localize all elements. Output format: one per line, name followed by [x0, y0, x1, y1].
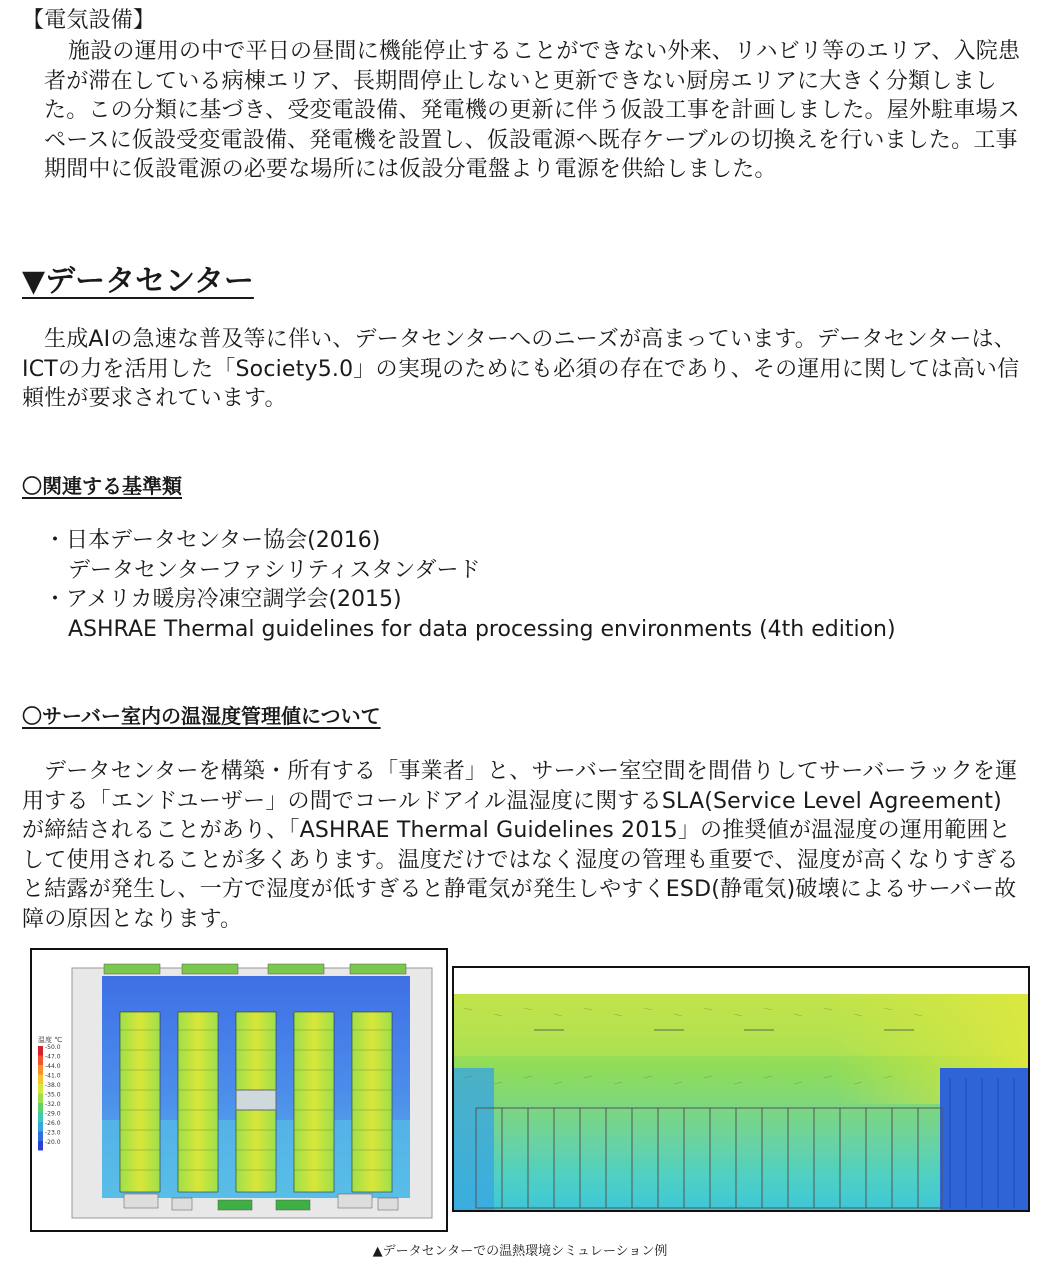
plan-view-graphic: [32, 950, 446, 1230]
legend-value: -20.0: [45, 1139, 61, 1146]
datacenter-intro: 生成AIの急速な普及等に伴い、データセンターへのニーズが高まっています。データセンターは、ICTの力を活用した「Society5.0」の実現のためにも必須の存在であり、その運用に関しては高い信頼性が要求されています。: [22, 327, 1020, 411]
legend-title: 温度 ℃: [38, 1036, 63, 1044]
legend-swatch: [38, 1103, 43, 1113]
legend-swatch: [38, 1056, 43, 1066]
standard-item-detail: データセンターファシリティスタンダード: [68, 557, 481, 583]
legend-swatch: [38, 1122, 43, 1132]
standard-item-detail: ASHRAE Thermal guidelines for data processing environments (4th edition): [68, 616, 896, 642]
legend-value: -44.0: [45, 1063, 61, 1070]
legend-value: -23.0: [45, 1129, 61, 1137]
legend-swatch: [38, 1084, 43, 1094]
legend-swatch: [38, 1113, 43, 1123]
simulation-section-view: [452, 966, 1030, 1212]
standard-item: ・日本データセンター協会(2016): [44, 528, 381, 553]
standards-list: [44, 526, 896, 644]
legend-value: -26.0: [45, 1120, 61, 1127]
electrical-heading: 【電気設備】: [22, 8, 156, 33]
legend-swatch: [38, 1046, 43, 1056]
standard-item: ・アメリカ暖房冷凍空調学会(2015): [44, 587, 402, 612]
electrical-body: 施設の運用の中で平日の昼間に機能停止することができない外来、リハビリ等のエリア、入院患者が滞在している病棟エリア、長期間停止しないと更新できない厨房エリアに大きく分類しました。この分類に基づき、受変電設備、発電機の更新に伴う仮設工事を計画しました。屋外駐車場スペースに仮設受変電設備、発電機を設置し、仮設電源へ既存ケーブルの切換えを行いました。工事期間中に仮設電源の必要な場所には仮設分電盤より電源を供給しました。: [44, 39, 1021, 182]
legend-swatch: [38, 1132, 43, 1142]
legend-value: -41.0: [45, 1072, 61, 1080]
legend-value: -38.0: [45, 1082, 61, 1089]
figure-caption: ▲データセンターでの温熱環境シミュレーション例: [372, 1244, 668, 1259]
section-view-graphic: [454, 968, 1028, 1210]
legend-swatch: [38, 1094, 43, 1104]
legend-value: -32.0: [45, 1101, 61, 1108]
legend-value: -35.0: [45, 1091, 61, 1099]
simulation-plan-view: [30, 948, 448, 1232]
legend-swatch: [38, 1075, 43, 1085]
standards-heading: 〇関連する基準類: [22, 474, 182, 498]
temperature-body: データセンターを構築・所有する「事業者」と、サーバー室空間を間借りしてサーバーラックを運用する「エンドユーザー」の間でコールドアイル温湿度に関するSLA(Service Level Agreement)が締結されることがあり、「ASHRAE Thermal Guidelines 2015」の推奨値が温湿度の運用範囲として使用されることが多くあります。温度だけではなく湿度の管理も重要で、湿度が高くなりすぎると結露が発生し、一方で湿度が低すぎると静電気が発生しやすくESD(静電気)破壊によるサーバー故障の原因となります。: [22, 759, 1019, 932]
legend-value: -29.0: [45, 1110, 61, 1118]
legend-value: -47.0: [45, 1053, 61, 1061]
legend-value: -50.0: [45, 1044, 61, 1051]
legend-swatch: [38, 1065, 43, 1075]
legend-swatch: [38, 1141, 43, 1151]
datacenter-title: ▼データセンター: [22, 264, 254, 299]
temperature-heading: 〇サーバー室内の温湿度管理値について: [22, 704, 381, 728]
